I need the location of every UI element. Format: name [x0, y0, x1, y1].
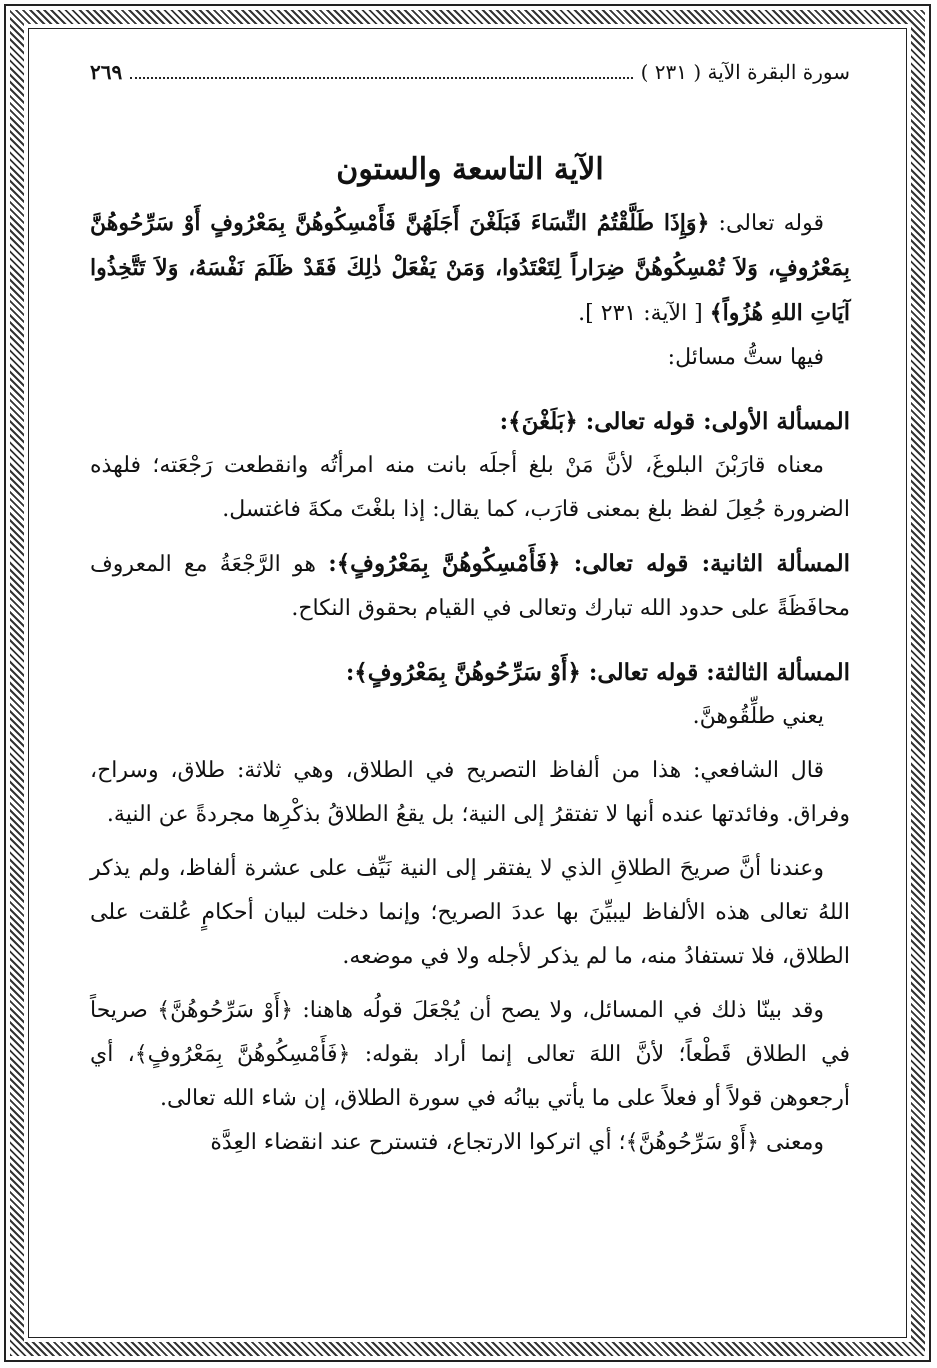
verse-text: ﴿وَإِذَا طَلَّقْتُمُ النِّسَاءَ فَبَلَغْنَ أَجَلَهُنَّ فَأَمْسِكُوهُنَّ بِمَعْرُوفٍ أَوْ سَرِّحُوهُنَّ بِمَعْرُوفٍ، وَلاَ تُمْسِكُوهُنَّ ضِرَاراً لِتَعْتَدُوا، وَمَنْ يَفْعَلْ ذٰلِكَ فَقَدْ ظَلَمَ نَفْسَهُ، وَلاَ تَتَّخِذُوا آيَاتِ اللهِ هُزُواً﴾: [90, 210, 850, 326]
verse-paragraph: [90, 201, 850, 336]
page-title: الآية التاسعة والستون: [336, 152, 604, 187]
verse-intro: قوله تعالى:: [709, 211, 824, 236]
issue-1-body: معناه قارَبْنَ البلوغَ، لأنَّ مَنْ بلغ أجلَه بانت منه امرأتُه وانقطعت رَجْعَته؛ فلهذه الضرورة جُعِلَ لفظ بلغ بمعنى قارَب، كما يقال: إذا بلغْتَ مكةَ فاغتسل.: [90, 453, 850, 522]
dotted-leader: [130, 63, 632, 79]
issue-3-para-2: قال الشافعي: هذا من ألفاظ التصريح في الطلاق، وهي ثلاثة: طلاق، وسراح، وفراق. وفائدتها عنده أنها لا تفتقرُ إلى النية؛ بل يقعُ الطلاقُ بذكْرِها مجردةً عن النية.: [90, 758, 850, 827]
issue-1-heading: المسألة الأولى: قوله تعالى: ﴿بَلَغْنَ﴾:: [499, 408, 850, 435]
issue-3-heading: المسألة الثالثة: قوله تعالى: ﴿أَوْ سَرِّحُوهُنَّ بِمَعْرُوفٍ﴾:: [345, 659, 850, 686]
running-header: [90, 60, 850, 94]
issue-2-paragraph: [90, 542, 850, 631]
sura-reference: سورة البقرة الآية ( ٢٣١ ): [640, 60, 850, 84]
issue-2-heading: المسألة الثانية: قوله تعالى: ﴿فَأَمْسِكُوهُنَّ بِمَعْرُوفٍ﴾:: [328, 550, 850, 577]
issue-3-para-5: ومعنى ﴿أَوْ سَرِّحُوهُنَّ﴾؛ أي اتركوا الارتجاع، فتسترح عند انقضاء العِدَّة: [210, 1130, 824, 1155]
issue-3-para-1: يعني طلِّقُوهنَّ.: [692, 704, 824, 729]
issue-3-para-3: وعندنا أنَّ صريحَ الطلاقِ الذي لا يفتقر إلى النية نَيِّف على عشرة ألفاظ، ولم يذكر اللهُ تعالى هذه الألفاظ ليبيِّنَ بها عددَ الصريح؛ وإنما دخلت لبيان أحكامٍ عُلقت على الطلاق، فلا تستفادُ منه، ما لم يذكر لأجله ولا في موضعه.: [90, 856, 850, 969]
issue-3-para-4: وقد بينّا ذلك في المسائل، ولا يصح أن يُجْعَلَ قولُه هاهنا: ﴿أَوْ سَرِّحُوهُنَّ﴾ صريحاً في الطلاق قَطْعاً؛ لأنَّ اللهَ تعالى إنما أراد بقوله: ﴿فَأَمْسِكُوهُنَّ بِمَعْرُوفٍ﴾، أي أرجعوهن قولاً أو فعلاً على ما يأتي بيانُه في سورة الطلاق، إن شاء الله تعالى.: [90, 998, 850, 1111]
issue-2-body: هو الرَّجْعَةُ مع المعروف محافَظَةً على حدود الله تبارك وتعالى في القيام بحقوق النكاح.: [90, 552, 850, 621]
page-content: [90, 60, 850, 1340]
verse-reference: [ الآية: ٢٣١ ].: [578, 301, 703, 326]
page-number: ٢٦٩: [90, 60, 123, 84]
issues-count: فيها ستُّ مسائل:: [667, 345, 824, 370]
